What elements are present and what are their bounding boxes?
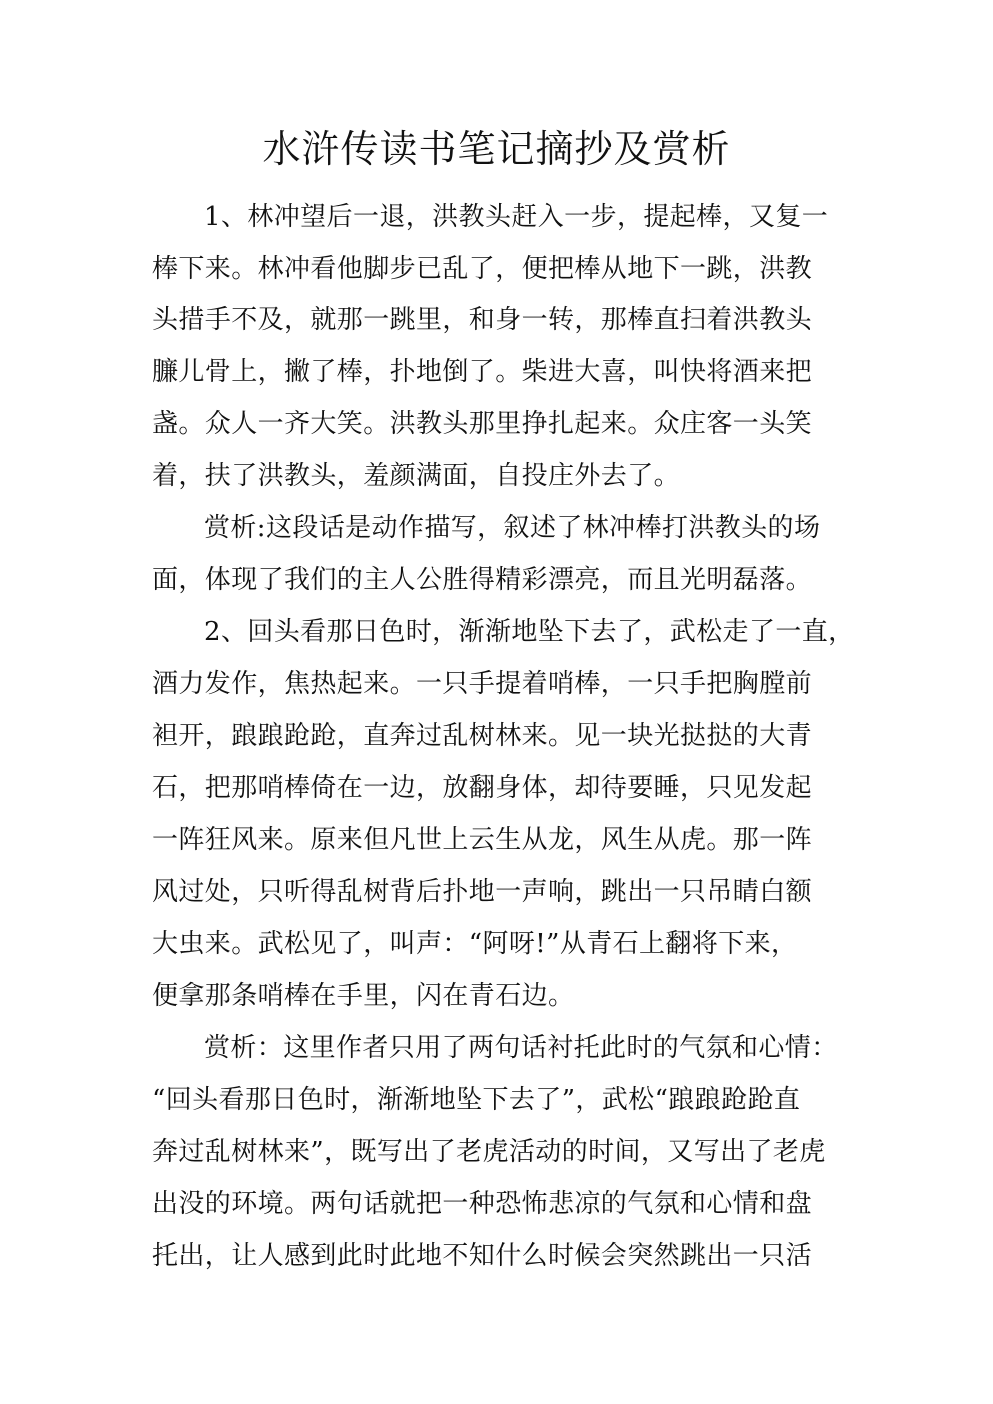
analysis-line: 赏析:这段话是动作描写，叙述了林冲棒打洪教头的场 bbox=[204, 513, 821, 543]
paragraph-line: 便拿那条哨棒在手里，闪在青石边。 bbox=[152, 981, 575, 1011]
analysis-line: 赏析：这里作者只用了两句话衬托此时的气氛和心情： bbox=[204, 1033, 838, 1063]
paragraph-line: 一阵狂风来。原来但凡世上云生从龙，风生从虎。那一阵 bbox=[152, 825, 813, 855]
paragraph-line: 袒开，踉踉跄跄，直奔过乱树林来。见一块光挞挞的大青 bbox=[152, 721, 813, 751]
paragraph-line: 臁儿骨上，撇了棒，扑地倒了。柴进大喜，叫快将酒来把 bbox=[152, 357, 813, 387]
paragraph-line: 2、回头看那日色时，渐渐地坠下去了，武松走了一直， bbox=[204, 617, 855, 647]
paragraph-line: 棒下来。林冲看他脚步已乱了，便把棒从地下一跳，洪教 bbox=[152, 254, 813, 284]
paragraph-line: 石，把那哨棒倚在一边，放翻身体，却待要睡，只见发起 bbox=[152, 773, 813, 803]
paragraph-line: 大虫来。武松见了，叫声：“阿呀!”从青石上翻将下来， bbox=[152, 929, 798, 959]
paragraph-line: 头措手不及，就那一跳里，和身一转，那棒直扫着洪教头 bbox=[152, 305, 813, 335]
paragraph-line: 1、林冲望后一退，洪教头赶入一步，提起棒，又复一 bbox=[204, 202, 829, 232]
paragraph-line: 着，扶了洪教头，羞颜满面，自投庄外去了。 bbox=[152, 461, 681, 491]
paragraph-line: 酒力发作，焦热起来。一只手提着哨棒，一只手把胸膛前 bbox=[152, 669, 813, 699]
analysis-line: 面，体现了我们的主人公胜得精彩漂亮，而且光明磊落。 bbox=[152, 565, 813, 595]
analysis-line: 托出，让人感到此时此地不知什么时候会突然跳出一只活 bbox=[152, 1241, 813, 1271]
page-title: 水浒传读书笔记摘抄及赏析 bbox=[262, 127, 731, 171]
analysis-line: 出没的环境。两句话就把一种恐怖悲凉的气氛和心情和盘 bbox=[152, 1189, 813, 1219]
paragraph-line: 风过处，只听得乱树背后扑地一声响，跳出一只吊睛白额 bbox=[152, 877, 813, 907]
analysis-line: “回头看那日色时，渐渐地坠下去了”，武松“踉踉跄跄直 bbox=[152, 1085, 801, 1115]
analysis-line: 奔过乱树林来”，既写出了老虎活动的时间，又写出了老虎 bbox=[152, 1137, 826, 1167]
paragraph-line: 盏。众人一齐大笑。洪教头那里挣扎起来。众庄客一头笑 bbox=[152, 409, 813, 439]
